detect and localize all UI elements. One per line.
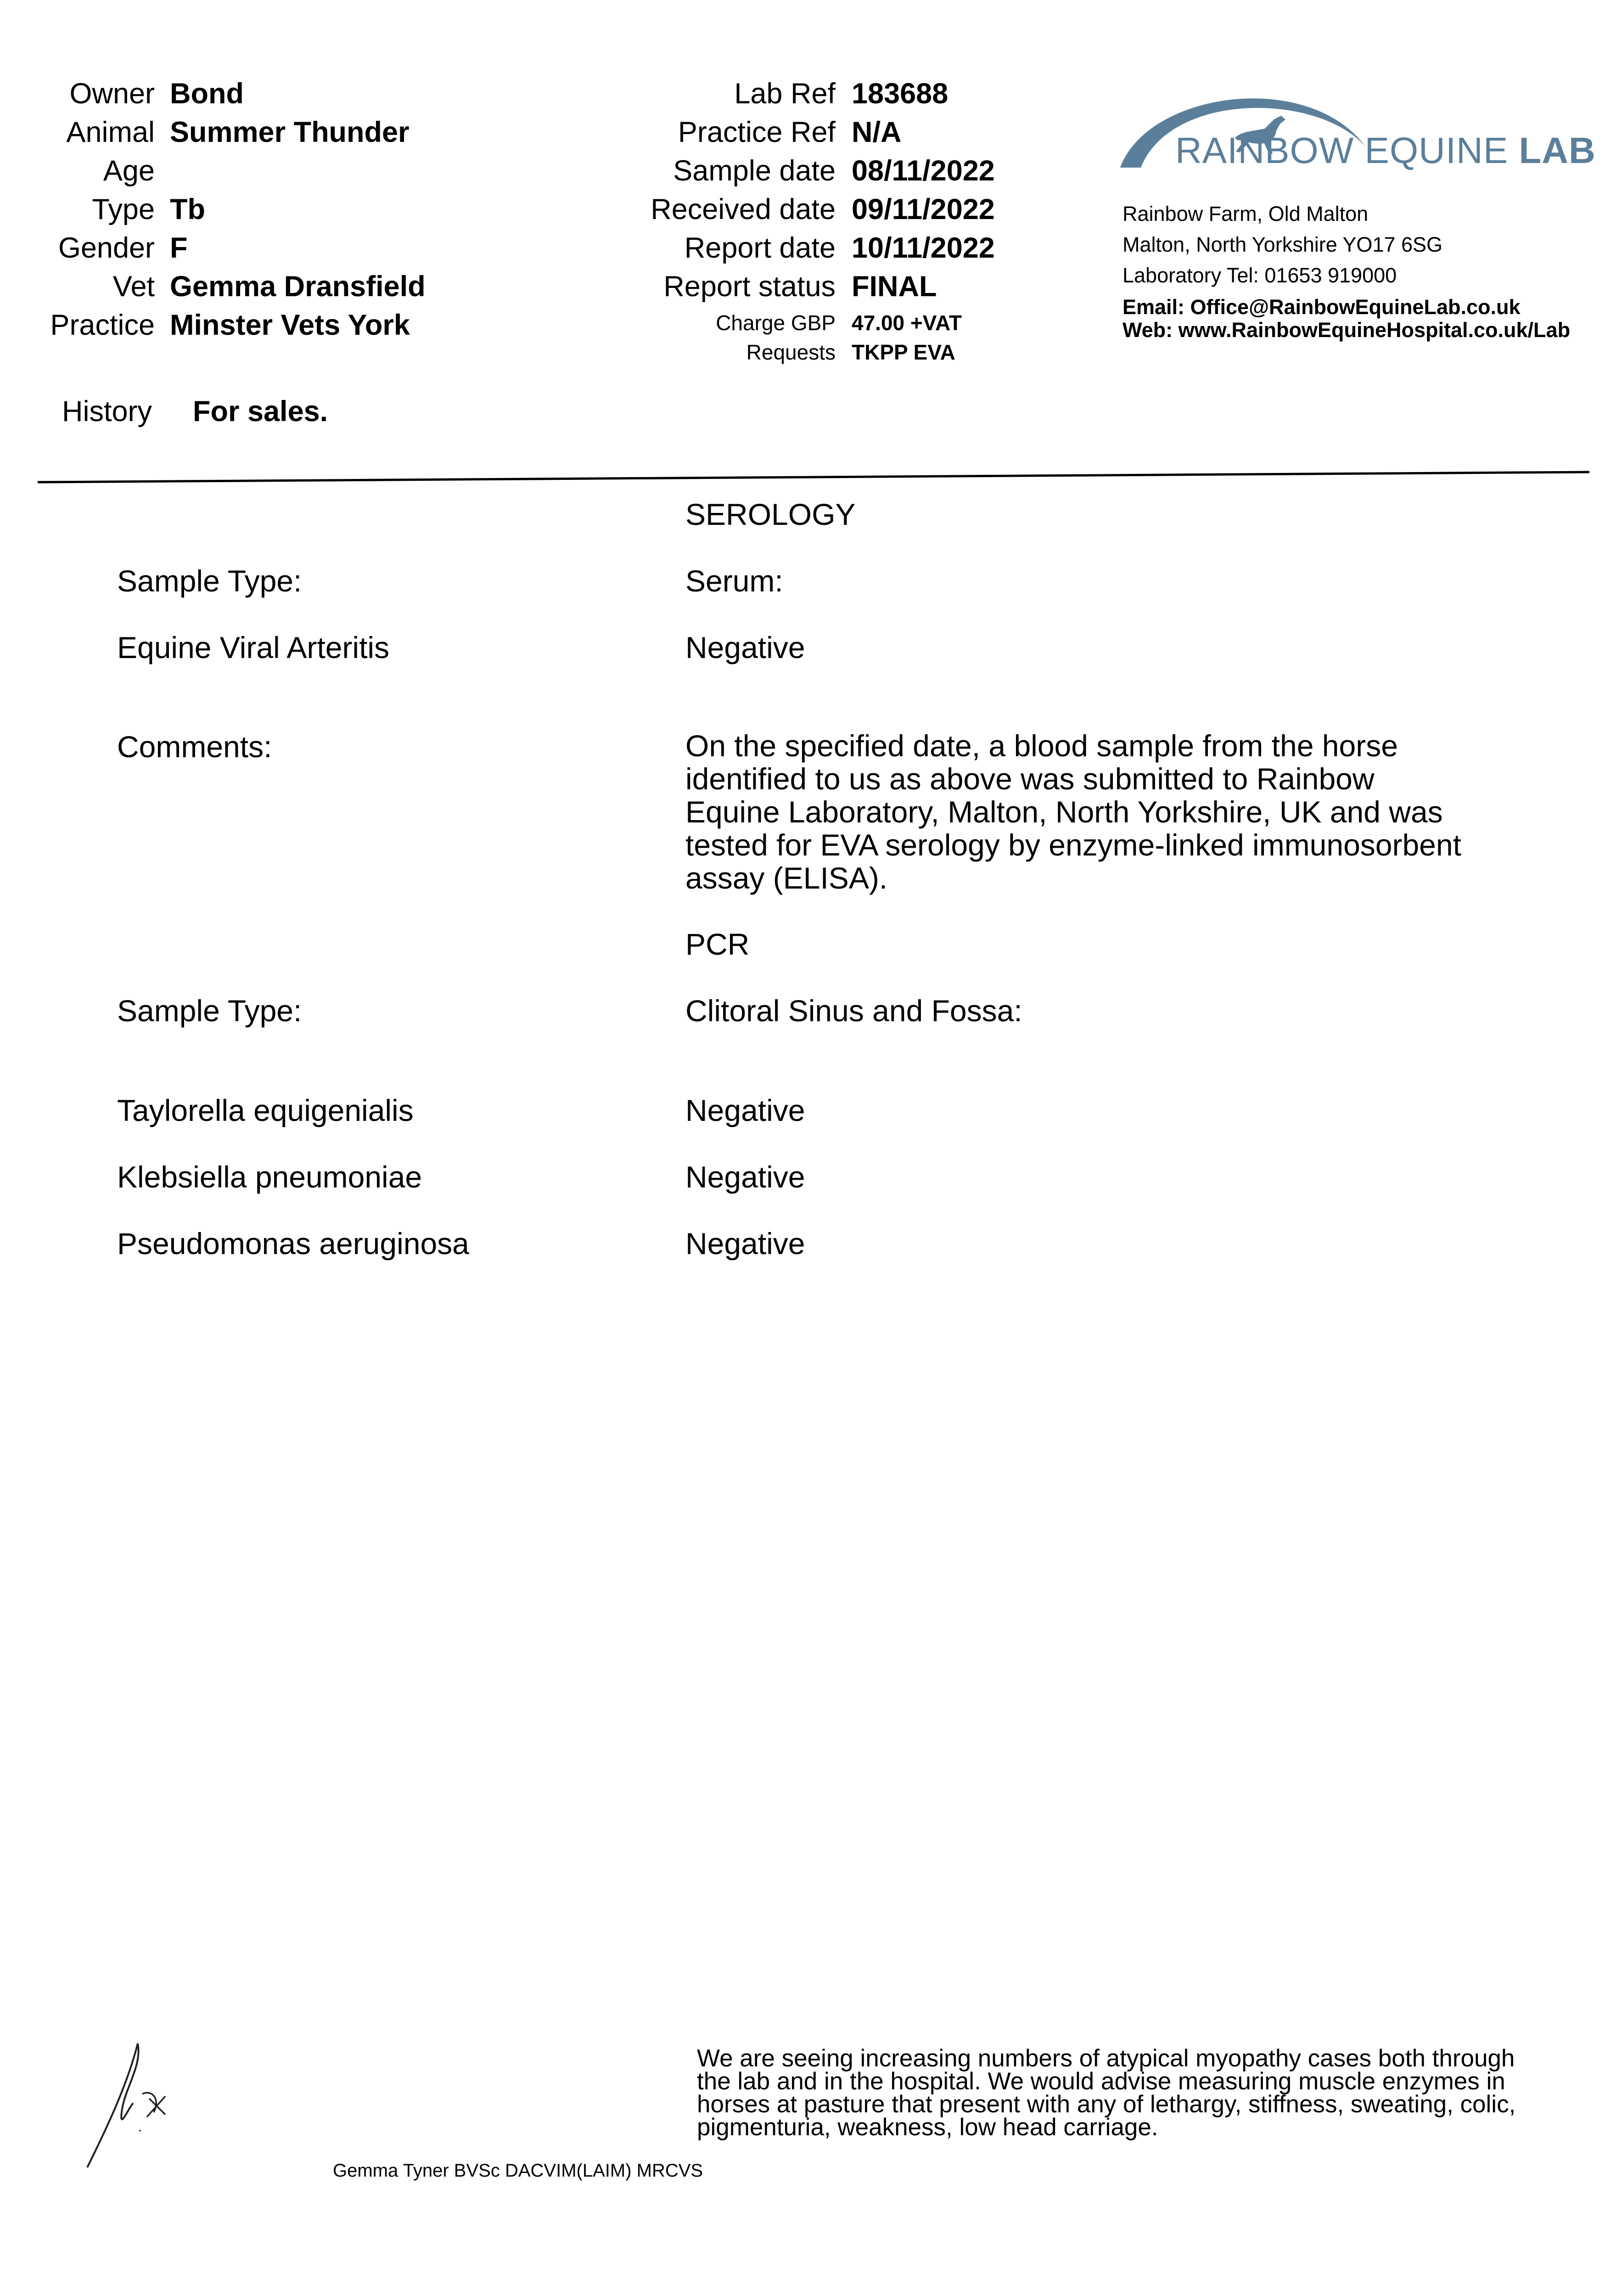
gender-label: Gender [58, 232, 155, 264]
vet-label: Vet [112, 270, 155, 303]
logo-wordmark [1175, 129, 1596, 172]
report-date-label: Report date [684, 232, 836, 264]
pcr-result-value: Negative [685, 1093, 805, 1127]
gender-value: F [170, 232, 188, 264]
charge-label: Charge GBP [716, 311, 836, 335]
history-value: For sales. [193, 395, 328, 428]
lab-ref-value: 183688 [852, 78, 949, 110]
report-date-value: 10/11/2022 [852, 232, 995, 264]
serology-sample-type-label: Sample Type: [117, 564, 302, 598]
type-label: Type [92, 193, 155, 225]
practice-ref-value: N/A [852, 116, 902, 148]
serology-sample-type-value: Serum: [685, 564, 783, 598]
sample-date-label: Sample date [673, 155, 836, 187]
pcr-sample-type-value: Clitoral Sinus and Fossa: [685, 994, 1022, 1028]
lab-email: Email: Office@RainbowEquineLab.co.uk [1122, 295, 1521, 319]
signature-image [73, 2039, 179, 2172]
atypical-myopathy-note: We are seeing increasing numbers of atypical myopathy cases both through the lab and in the hospital. We would advise measuring muscle enzymes in horses at pasture that present with any of lethargy, stiffness, sweating, colic, pigmenturia, weakness, low head carriage. [697, 2045, 1516, 2141]
pcr-result-name: Pseudomonas aeruginosa [117, 1227, 469, 1261]
header-divider [0, 468, 1622, 487]
type-value: Tb [170, 193, 205, 225]
charge-value: 47.00 +VAT [852, 311, 962, 335]
pcr-result-name: Taylorella equigenialis [117, 1093, 414, 1127]
animal-label: Animal [66, 116, 155, 148]
practice-ref-label: Practice Ref [678, 116, 836, 148]
comments-text: On the specified date, a blood sample from the horse identified to us as above was submitted to Rainbow Equine Laboratory, Malton, North Yorkshire, UK and was tested for EVA serology by enzyme-linked immunosorbent assay (ELISA). [685, 729, 1461, 895]
logo-text-main: RAINBOW EQUINE [1175, 130, 1519, 171]
received-date-label: Received date [651, 193, 836, 225]
owner-label: Owner [69, 78, 155, 110]
pcr-sample-type-label: Sample Type: [117, 994, 302, 1028]
history-label: History [62, 395, 152, 428]
age-label: Age [103, 155, 155, 187]
lab-website: Web: www.RainbowEquineHospital.co.uk/Lab [1122, 318, 1571, 342]
eva-test-result: Negative [685, 630, 805, 664]
practice-value: Minster Vets York [170, 309, 410, 341]
requests-label: Requests [746, 340, 836, 364]
lab-telephone: Laboratory Tel: 01653 919000 [1122, 264, 1397, 287]
requests-value: TKPP EVA [852, 340, 955, 364]
pcr-heading: PCR [685, 927, 750, 961]
animal-value: Summer Thunder [170, 116, 410, 148]
report-status-value: FINAL [852, 270, 937, 303]
lab-ref-label: Lab Ref [734, 78, 836, 110]
pcr-result-name: Klebsiella pneumoniae [117, 1160, 422, 1194]
sample-date-value: 08/11/2022 [852, 155, 995, 187]
logo-text-bold: LAB [1519, 130, 1596, 171]
practice-label: Practice [50, 309, 155, 341]
vet-value: Gemma Dransfield [170, 270, 426, 303]
eva-test-name: Equine Viral Arteritis [117, 630, 390, 664]
signatory-name: Gemma Tyner BVSc DACVIM(LAIM) MRCVS [333, 2161, 703, 2181]
received-date-value: 09/11/2022 [852, 193, 995, 225]
address-line-2: Malton, North Yorkshire YO17 6SG [1122, 233, 1443, 256]
owner-value: Bond [170, 78, 244, 110]
comments-label: Comments: [117, 730, 272, 764]
report-status-label: Report status [663, 270, 836, 303]
address-line-1: Rainbow Farm, Old Malton [1122, 202, 1369, 225]
serology-heading: SEROLOGY [685, 497, 856, 531]
pcr-result-value: Negative [685, 1160, 805, 1194]
pcr-result-value: Negative [685, 1227, 805, 1261]
